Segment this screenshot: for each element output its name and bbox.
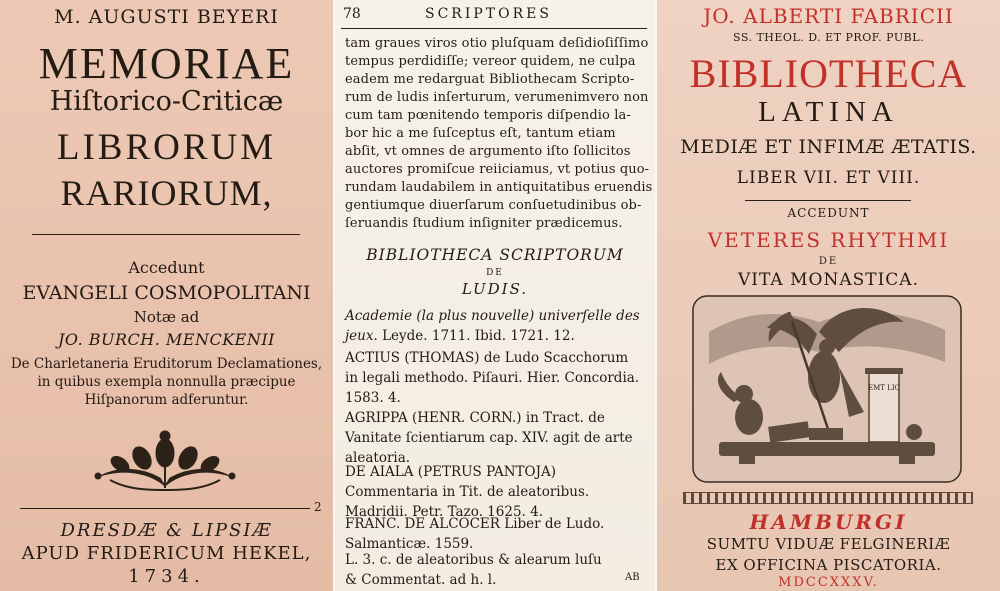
body-line: abſit, vt omnes de argumento iſto ſollicitos [345, 144, 631, 159]
floral-ornament-icon [80, 418, 250, 498]
imprint-year: 1734. [128, 566, 205, 587]
title-historico-criticae: Hiſtorico-Criticæ [49, 86, 284, 117]
vignette-inscription: EMT LIC [868, 384, 900, 392]
description-line-2: in quibus exempla nonnulla præcipue [37, 374, 296, 390]
evangeli-line: EVANGELI COSMOPOLITANI [22, 282, 311, 304]
body-line: tempus perdidiſſe; vereor quidem, ne culpa [345, 54, 636, 69]
divider [32, 234, 300, 235]
catchword: AB [625, 572, 640, 583]
entry-text: de Ludo Scacchorum in legali methodo. Piſauri. Hier. Concordia. 1583. 4. [345, 350, 640, 406]
entry-lead: FRANC. DE ALCOCER [345, 516, 500, 532]
veteres-rhythmi: VETERES RHYTHMI [707, 228, 950, 252]
bibliography-entry [345, 514, 643, 554]
menckenii-line: JO. BURCH. MENCKENII [58, 330, 275, 349]
entry-text: Leyde. 1711. Ibid. 1721. 12. [377, 328, 575, 344]
entry-lead: Academie (la plus nouvelle) univerſelle des jeux. [345, 308, 640, 344]
entry-lead: DE AIALA (PETRUS PANTOJA) [345, 464, 557, 480]
imprint-officina: EX OFFICINA PISCATORIA. [715, 556, 942, 574]
margin-mark: 2 [314, 500, 322, 514]
imprint-sumtu: SUMTU VIDUÆ FELGINERIÆ [706, 535, 951, 553]
author-line: M. AUGUSTI BEYERI [54, 6, 279, 28]
body-line: eadem me redarguat Bibliothecam Scripto- [345, 72, 635, 87]
bibliography-entry [345, 348, 643, 408]
title-memoriae: MEMORIAE [38, 39, 295, 88]
entry-text: in Tract. de Vanitate ſcientiarum cap. XIV. agit de arte aleatoria. [345, 410, 633, 466]
body-line: rundam laudabilem in antiquitatibus eruendis [345, 180, 653, 195]
bibliography-entry [345, 550, 615, 590]
vita-monastica: VITA MONASTICA. [738, 270, 919, 290]
body-line: tam graues viros otio pluſquam deſidioſiſſimo [345, 36, 649, 51]
entry-lead: L. 3. c. [345, 552, 392, 568]
bibliography-heading-de: DE [486, 268, 504, 278]
title-rariorum: RARIORUM, [60, 173, 273, 213]
title-latina: LATINA [758, 96, 899, 128]
imprint-publisher: APUD FRIDERICUM HEKEL, [21, 543, 312, 564]
title-aetatis: MEDIÆ ET INFIMÆ ÆTATIS. [680, 136, 977, 158]
body-line: bor hic a me ſuſceptus eſt, tantum etiam [345, 126, 616, 141]
de-label: DE [818, 256, 839, 267]
bibliography-entry [345, 408, 643, 468]
body-line: cum tam pœnitendo temporis diſpendio la- [345, 108, 631, 123]
middle-text-page [335, 0, 655, 591]
entry-lead: ACTIUS (THOMAS) [345, 350, 480, 366]
right-title-page [657, 0, 1000, 591]
imprint-place: HAMBURGI [749, 510, 908, 534]
body-line: ſeruandis ſtudium inſigniter prædicemus. [345, 216, 623, 231]
imprint-year: MDCCXXXV. [778, 575, 879, 590]
title-liber: LIBER VII. ET VIII. [736, 168, 921, 188]
entry-text: Liber de Ludo. Salmanticæ. 1559. [345, 516, 605, 552]
accedunt-label: ACCEDUNT [787, 206, 870, 220]
fabricius-author: JO. ALBERTI FABRICII [703, 4, 954, 28]
entry-text: de aleatoribus & alearum luſu & Commentat. ad h. l. [345, 552, 602, 588]
engraving-vignette-icon [689, 292, 965, 486]
running-head: SCRIPTORES [425, 6, 552, 22]
head-rule [341, 28, 647, 29]
bibliography-entry [345, 462, 643, 522]
bibliography-entry [345, 306, 643, 346]
bibliography-heading-ludis: LUDIS. [461, 280, 529, 298]
divider [745, 200, 911, 201]
imprint-place: DRESDÆ & LIPSIÆ [60, 520, 273, 541]
left-title-page [0, 0, 333, 591]
body-line: rum de ludis inſerturum, verumenimvero non [345, 90, 649, 105]
body-line: auctores promiſcue reiiciamus, vt potius quo- [345, 162, 650, 177]
accedunt-label: Accedunt [128, 258, 205, 277]
entry-text: Commentaria in Tit. de aleatoribus. Madridii. Petr. Tazo. 1625. 4. [345, 484, 590, 520]
divider [20, 508, 310, 509]
title-librorum: LIBRORUM [56, 127, 277, 168]
entry-lead: AGRIPPA (HENR. CORN.) [345, 410, 522, 426]
description-line-1: De Charletaneria Eruditorum Declamationes, [10, 356, 323, 372]
description-line-3: Hiſpanorum adferuntur. [84, 392, 249, 408]
title-bibliotheca: BIBLIOTHECA [689, 51, 968, 96]
author-title: SS. THEOL. D. ET PROF. PUBL. [732, 31, 924, 44]
page-number: 78 [343, 6, 361, 22]
bibliography-heading: BIBLIOTHECA SCRIPTORUM [366, 246, 624, 264]
body-line: gentiumque diuerſarum conſuetudinibus ob- [345, 198, 642, 213]
notae-line: Notæ ad [133, 308, 200, 326]
ornament-band [683, 492, 973, 504]
